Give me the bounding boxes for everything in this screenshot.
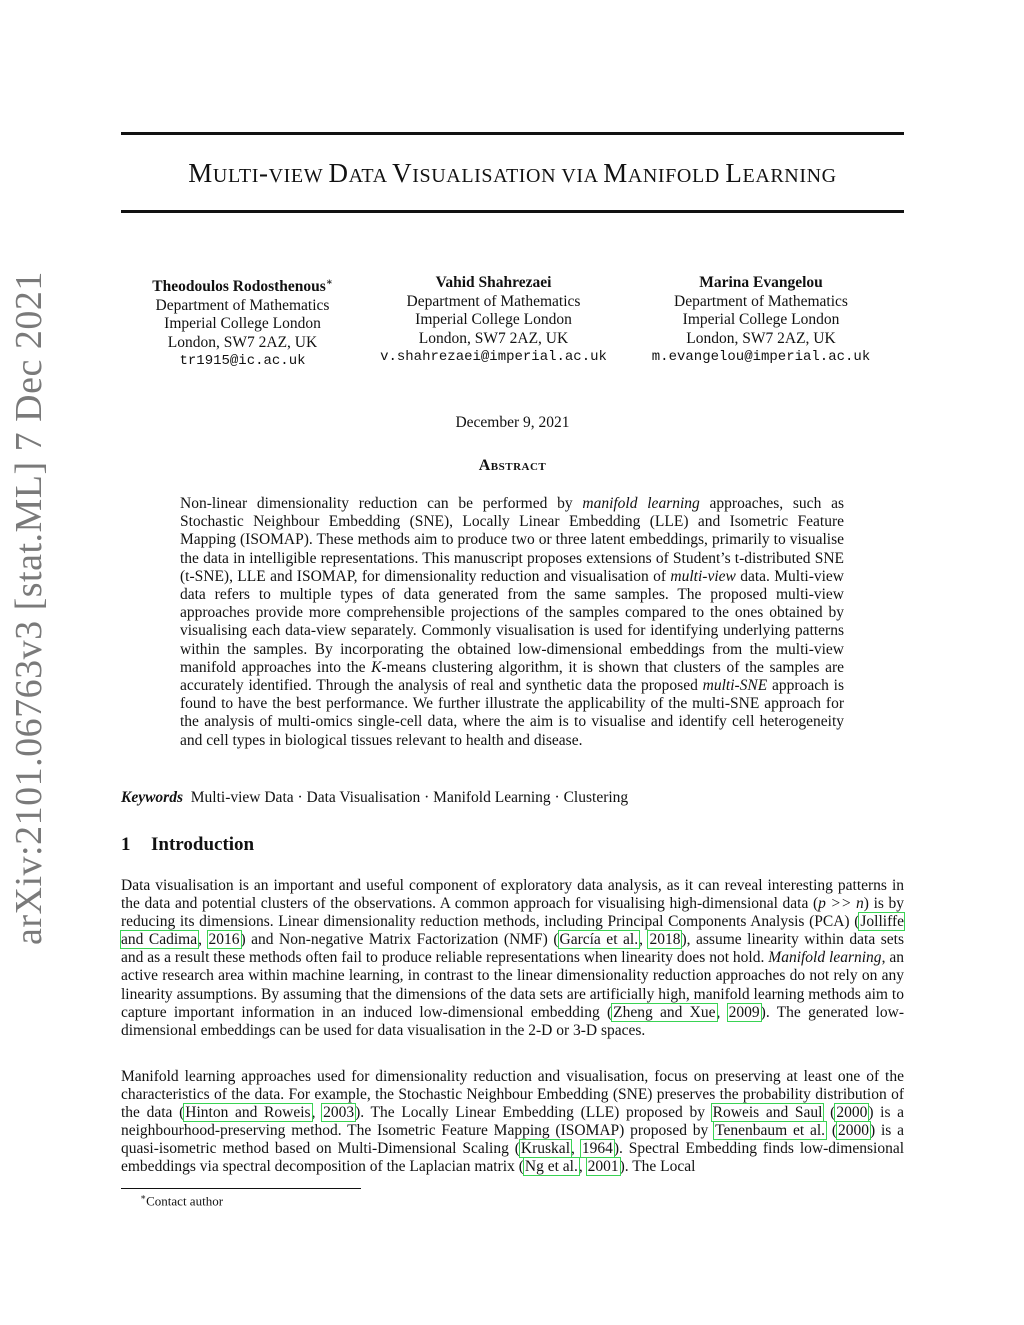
author-email[interactable]: v.shahrezaei@imperial.ac.uk [380, 349, 607, 365]
author-inst: Imperial College London [682, 311, 840, 328]
keywords-items: Multi-view Data · Data Visualisation · Manifold Learning · Clustering [190, 789, 629, 806]
citation-link[interactable]: Jolliffe and Cadima [121, 913, 904, 949]
intro-paragraph-1 [121, 877, 904, 1040]
citation-link[interactable]: 2000 [836, 1104, 868, 1122]
author-inst: Imperial College London [415, 311, 572, 328]
keywords-label: Keywords [121, 789, 183, 806]
keywords-line [121, 789, 904, 807]
text-run: , [716, 1003, 728, 1021]
abstract-heading: Abstract [478, 457, 547, 474]
citation-link[interactable]: Hinton and Roweis [185, 1104, 311, 1122]
author-3 [626, 274, 896, 367]
text-run: -means clustering algorithm, it is shown that clusters of the samples are accurately identified. Through the analysis of real and synthetic data the proposed [180, 658, 844, 695]
text-run: ), assume linearity within data sets and as a result these methods often fail to produce reliable representations when linearity does not hold. [121, 931, 905, 967]
title-segment: - [259, 158, 269, 188]
author-addr: London, SW7 2AZ, UK [167, 333, 318, 351]
paper-title [121, 160, 904, 187]
text-run: ( [826, 1122, 837, 1140]
section-number: 1 [121, 834, 131, 855]
text-run: , [578, 1158, 587, 1176]
text-run: , [571, 1140, 581, 1158]
title-segment: ISUALISATION [412, 165, 562, 187]
title-rule-top [121, 132, 904, 135]
citation-link[interactable]: Ng et al. [524, 1158, 578, 1176]
math-expression: p >> n [818, 895, 864, 913]
title-initial: D [328, 158, 349, 188]
title-segment: VIEW [268, 165, 329, 187]
footnote [140, 1192, 223, 1209]
emphasis-text: manifold learning [582, 495, 700, 512]
footnote-rule [121, 1188, 361, 1189]
section-title: Introduction [151, 834, 255, 855]
text-run: , [198, 931, 208, 949]
title-initial: M [188, 158, 213, 188]
citation-link[interactable]: 2018 [649, 931, 681, 949]
citation-link[interactable]: Roweis and Saul [712, 1104, 823, 1122]
text-run: approach is found to have the best performance. We further illustrate the applicability of the multi-SNE approach for the analysis of multi-omics single-cell data, where the aim is to visualise and identify cell heterogeneity and cell types in biological tissues relevant to health and disease. [180, 677, 844, 749]
title-segment: EARNING [742, 165, 837, 187]
citation-link[interactable]: 1964 [581, 1140, 613, 1158]
text-run: approaches, such as Stochastic Neighbour Embedding (SNE), Locally Linear Embedding (LLE) and Isometric Feature Mapping (ISOMAP). These methods aim to produce two or three latent embeddings, primarily to visualise the data in intelligible representations. This manuscript proposes extensions of Student’s t-distributed SNE (t-SNE), LLE and ISOMAP, for dimensionality reduction and visualisation of [180, 495, 844, 585]
author-addr: London, SW7 2AZ, UK [686, 329, 836, 347]
citation-link[interactable]: 2016 [208, 931, 240, 949]
author-name: Theodoulos Rodosthenous [152, 278, 326, 296]
text-run: , [311, 1104, 323, 1122]
text-run: Manifold learning approaches used for dimensionality reduction and visualisation, focus on preserving at least one of the characteristics of the data. For example, the Stochastic Neighbour Embedding (SNE) preserves the probability distribution of the data ( [121, 1068, 904, 1122]
title-segment: ATA [348, 165, 393, 187]
author-dept: Department of Mathematics [155, 296, 330, 314]
author-name: Marina Evangelou [699, 274, 823, 291]
text-run: ). The Locally Linear Embedding (LLE) proposed by [355, 1104, 712, 1122]
title-initial: M [603, 158, 628, 188]
title-rule-bottom [121, 210, 904, 213]
citation-link[interactable]: Tenenbaum et al. [715, 1122, 826, 1140]
intro-paragraph-2 [121, 1068, 904, 1177]
text-run: Data visualisation is an important and useful component of exploratory data analysis, as it can reveal interesting patterns in the data and potential clusters of the observations. A common approach for visualising high-dimensional data ( [121, 877, 904, 913]
citation-link[interactable]: Zheng and Xue [613, 1003, 716, 1021]
footnote-text: Contact author [146, 1193, 224, 1209]
author-1 [110, 274, 375, 371]
text-run: , an active research area within machine learning, in contrast to the linear dimensionality reduction approaches do not rely on any linearity assumptions. By assuming that the dimensions of the data sets are artificially high, manifold learning methods aim to capture important information in an induced low-dimensional embedding ( [121, 949, 904, 1021]
emphasis-text: multi-view [670, 567, 736, 585]
text-run: , [639, 931, 649, 949]
abstract-text [180, 495, 844, 750]
citation-link[interactable]: García et al. [559, 931, 639, 949]
text-run: ). Spectral Embedding finds low-dimensional embeddings via spectral decomposition of the Laplacian matrix ( [121, 1140, 904, 1176]
text-run: ) is a neighbourhood-preserving method. The Isometric Feature Mapping (ISOMAP) proposed by [121, 1104, 905, 1140]
text-run: ). The generated low-dimensional embeddings can be used for data visualisation in the 2-D or 3-D spaces. [121, 1003, 904, 1039]
paper-date: December 9, 2021 [455, 414, 570, 431]
footnote-marker: ∗ [140, 1192, 147, 1202]
citation-link[interactable]: Kruskal [520, 1140, 570, 1158]
text-run: ) and Non-negative Matrix Factorization (NMF) ( [240, 931, 559, 949]
emphasis-text: K [371, 658, 382, 676]
emphasis-text: Manifold learning [768, 949, 882, 967]
citation-link[interactable]: 2001 [587, 1158, 619, 1176]
author-marker: ∗ [325, 277, 333, 288]
author-email[interactable]: m.evangelou@imperial.ac.uk [651, 349, 871, 365]
text-run: ) is by reducing its dimensions. Linear dimensionality reduction methods, including Principal Components Analysis (PCA) ( [121, 895, 905, 931]
emphasis-text: multi-SNE [702, 677, 768, 695]
author-2 [361, 274, 626, 367]
citation-link[interactable]: 2000 [838, 1122, 869, 1140]
text-run: data. Multi-view data refers to multiple types of data generated from the same samples. The proposed multi-view approaches provide more comprehensible projections of the samples compared to the ones obtained by visualising each data-view separately. Commonly visualisation is used for identifying underlying patterns within the samples. By incorporating the obtained low-dimensional embeddings from the multi-view manifold approaches into the [180, 567, 845, 676]
author-dept: Department of Mathematics [674, 292, 848, 310]
citation-link[interactable]: 2009 [728, 1003, 760, 1021]
citation-link[interactable]: 2003 [323, 1104, 355, 1122]
title-segment: VIA [561, 165, 604, 187]
author-addr: London, SW7 2AZ, UK [418, 329, 569, 347]
title-initial: L [725, 158, 743, 188]
title-segment: ANIFOLD [627, 165, 726, 187]
text-run: ). The Local [619, 1158, 696, 1176]
text-run: ( [823, 1104, 836, 1122]
text-run: ) is a quasi-isometric method based on Multi-Dimensional Scaling ( [121, 1122, 904, 1158]
title-initial: V [392, 158, 413, 188]
text-run: Non-linear dimensionality reduction can be performed by [180, 495, 583, 512]
author-name: Vahid Shahrezaei [435, 274, 552, 291]
author-email[interactable]: tr1915@ic.ac.uk [179, 353, 306, 370]
title-segment: ULTI [212, 165, 260, 187]
section-heading [121, 834, 254, 856]
author-dept: Department of Mathematics [406, 292, 581, 310]
arxiv-stamp: arXiv:2101.06763v3 [stat.ML] 7 Dec 2021 [8, 271, 50, 945]
author-inst: Imperial College London [164, 315, 321, 333]
